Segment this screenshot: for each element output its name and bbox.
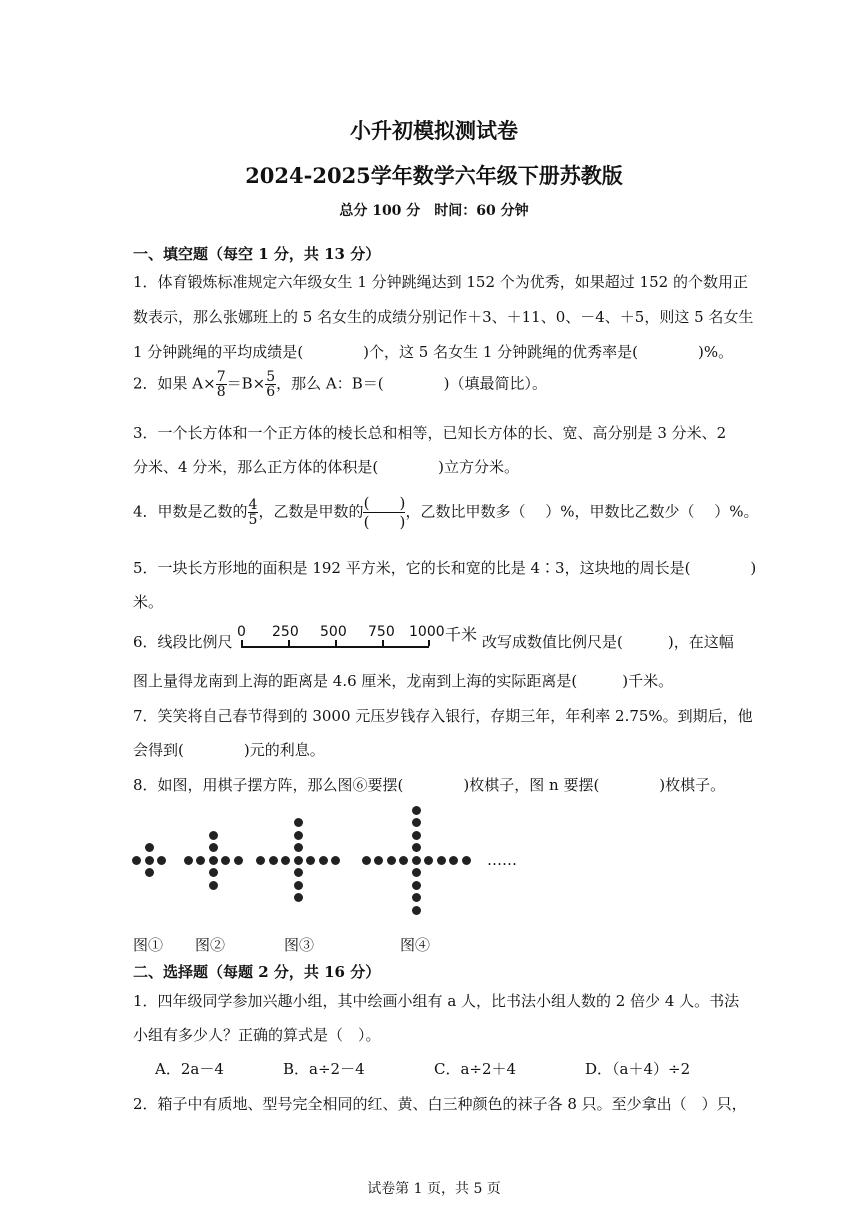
q7-line2: 会得到( )元的利息。 <box>133 741 325 759</box>
chess-piece <box>209 868 218 877</box>
scale-unit: 千米 <box>445 625 478 644</box>
scale-tick <box>428 640 430 646</box>
s2-q1-line2: 小组有多少人？正确的算式是（ ）。 <box>133 1026 381 1044</box>
q4-blank-denominator[interactable]: ( ) <box>363 513 406 531</box>
section1-heading: 一、填空题（每空 1 分，共 13 分） <box>133 245 381 263</box>
chess-piece <box>281 856 290 865</box>
chess-piece <box>399 856 408 865</box>
exam-subtitle: 2024-2025学年数学六年级下册苏教版 <box>245 163 623 188</box>
scale-tick <box>288 640 290 646</box>
q4-fraction-denominator: 5 <box>248 512 258 528</box>
q2-mid: ＝B× <box>226 374 266 393</box>
option-a[interactable]: A．2a－4 <box>155 1060 224 1078</box>
q2-fraction-1-numerator: 7 <box>216 369 226 385</box>
chess-piece <box>145 843 154 852</box>
chess-piece <box>412 806 421 815</box>
chess-piece <box>294 856 303 865</box>
chess-piece <box>462 856 471 865</box>
q2-fraction-1-denominator: 8 <box>216 384 226 400</box>
q5-line1: 5．一块长方形地的面积是 192 平方米，它的长和宽的比是 4∶3，这块地的周长是( ) <box>133 559 757 577</box>
q2-fraction-2-numerator: 5 <box>266 369 276 385</box>
q4-post: ，乙数比甲数多（ ）%，甲数比乙数少（ ）%。 <box>405 502 759 521</box>
figure-label-4: 图④ <box>400 936 431 954</box>
scale-label-0: 0 <box>237 624 246 640</box>
chess-piece <box>319 856 328 865</box>
q4-blank-fraction[interactable] <box>363 494 405 531</box>
q2-fraction-2-denominator: 6 <box>266 384 276 400</box>
option-b[interactable]: B．a÷2－4 <box>283 1060 365 1078</box>
chess-piece <box>306 856 315 865</box>
q4-pre: 4．甲数是乙数的 <box>133 502 248 521</box>
q3-line1: 3．一个长方体和一个正方体的棱长总和相等，已知长方体的长、宽、高分别是 3 分米、2 <box>133 424 727 442</box>
q5-line2: 米。 <box>133 593 164 611</box>
chess-piece <box>196 856 205 865</box>
scale-label-1000: 1000 <box>409 624 445 640</box>
chess-piece <box>209 831 218 840</box>
chess-piece <box>412 818 421 827</box>
scale-bar-line <box>241 646 429 648</box>
scale-label-750: 750 <box>368 624 395 640</box>
chess-piece <box>294 893 303 902</box>
chess-piece <box>294 868 303 877</box>
scale-label-500: 500 <box>320 624 347 640</box>
q1-line3: 1 分钟跳绳的平均成绩是( )个，这 5 名女生 1 分钟跳绳的优秀率是( )%。 <box>133 343 734 361</box>
exam-meta: 总分 100 分 时间：60 分钟 <box>339 203 529 219</box>
chess-piece <box>449 856 458 865</box>
chess-piece <box>209 881 218 890</box>
chess-piece <box>362 856 371 865</box>
chess-piece <box>331 856 340 865</box>
figure-label-2: 图② <box>195 936 226 954</box>
scale-tick <box>241 640 243 646</box>
page-footer: 试卷第 1 页，共 5 页 <box>367 1181 501 1197</box>
figure-label-1: 图① <box>133 936 164 954</box>
chess-piece <box>145 868 154 877</box>
q1-line2: 数表示，那么张娜班上的 5 名女生的成绩分别记作＋3、＋11、0、－4、＋5，则这 5 名女生 <box>133 308 754 326</box>
chess-piece <box>294 818 303 827</box>
chess-piece <box>294 831 303 840</box>
q2-post: ，那么 A：B＝( )（填最简比）。 <box>276 374 547 393</box>
chess-piece <box>437 856 446 865</box>
chess-piece <box>256 856 265 865</box>
q2-line <box>133 370 547 399</box>
option-c[interactable]: C．a÷2＋4 <box>434 1060 517 1078</box>
exam-title: 小升初模拟测试卷 <box>350 118 518 143</box>
q3-line2: 分米、4 分米，那么正方体的体积是( )立方分米。 <box>133 458 520 476</box>
q2-pre: 2．如果 A× <box>133 374 216 393</box>
chess-piece <box>412 881 421 890</box>
chess-piece <box>412 868 421 877</box>
chess-piece <box>387 856 396 865</box>
option-d[interactable]: D．（a＋4）÷2 <box>585 1060 691 1078</box>
chess-piece <box>269 856 278 865</box>
q4-fraction-numerator: 4 <box>248 497 258 513</box>
q8-line: 8．如图，用棋子摆方阵，那么图⑥要摆( )枚棋子，图 n 要摆( )枚棋子。 <box>133 776 726 794</box>
chess-piece <box>132 856 141 865</box>
chess-piece <box>294 881 303 890</box>
scale-label-250: 250 <box>272 624 299 640</box>
figure-label-3: 图③ <box>284 936 315 954</box>
section2-heading: 二、选择题（每题 2 分，共 16 分） <box>133 963 381 981</box>
chess-piece <box>209 856 218 865</box>
q4-blank-numerator[interactable]: ( ) <box>363 494 406 512</box>
q6-post: 改写成数值比例尺是( )，在这幅 <box>482 633 734 651</box>
chess-piece <box>221 856 230 865</box>
q6-pre: 6．线段比例尺 <box>133 633 233 651</box>
chess-piece <box>184 856 193 865</box>
q7-line1: 7．笑笑将自己春节得到的 3000 元压岁钱存入银行，存期三年，年利率 2.75%。到期后，他 <box>133 707 753 725</box>
q4-fraction <box>248 498 259 527</box>
chess-piece <box>412 843 421 852</box>
q6-line2: 图上量得龙南到上海的距离是 4.6 厘米，龙南到上海的实际距离是( )千米。 <box>133 672 674 690</box>
chess-piece <box>412 893 421 902</box>
q2-fraction-1 <box>216 370 227 399</box>
chess-piece <box>157 856 166 865</box>
chess-piece <box>145 856 154 865</box>
q2-fraction-2 <box>265 370 276 399</box>
chess-piece <box>412 906 421 915</box>
q4-line <box>133 494 759 531</box>
chess-piece <box>209 843 218 852</box>
chess-piece <box>412 831 421 840</box>
scale-tick <box>382 640 384 646</box>
q1-line1: 1．体育锻炼标准规定六年级女生 1 分钟跳绳达到 152 个为优秀，如果超过 152 的个数用正 <box>133 273 748 291</box>
s2-q2-line1: 2．箱子中有质地、型号完全相同的红、黄、白三种颜色的袜子各 8 只。至少拿出（ ）只， <box>133 1095 747 1113</box>
chess-piece <box>424 856 433 865</box>
chess-piece <box>294 843 303 852</box>
chess-piece <box>234 856 243 865</box>
s2-q1-line1: 1．四年级同学参加兴趣小组，其中绘画小组有 a 人，比书法小组人数的 2 倍少 4 人。书法 <box>133 992 740 1010</box>
chess-piece <box>374 856 383 865</box>
q4-mid: ，乙数是甲数的 <box>258 502 364 521</box>
chess-piece <box>412 856 421 865</box>
scale-tick <box>335 640 337 646</box>
figure-ellipsis: …… <box>487 851 517 869</box>
